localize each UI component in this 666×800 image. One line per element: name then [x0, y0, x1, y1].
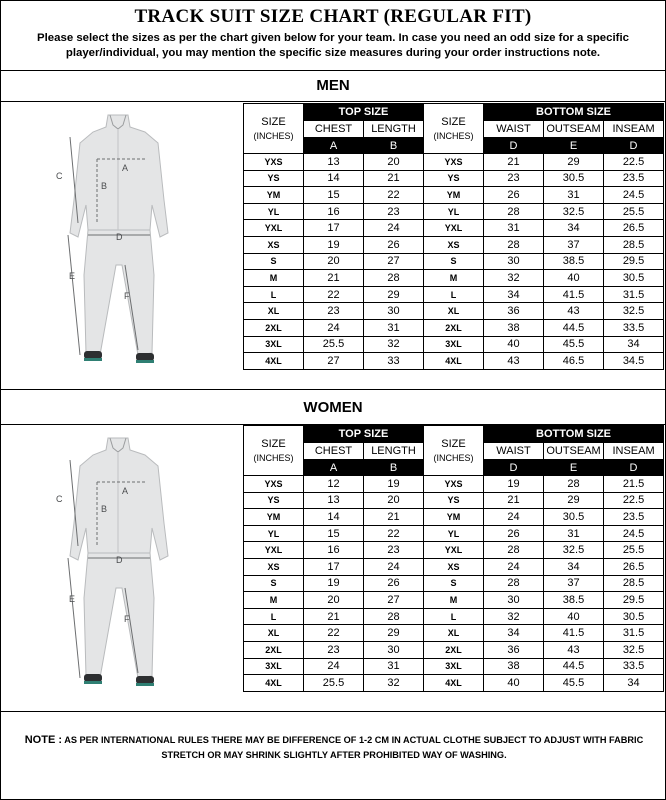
- measure-cell: 31: [544, 187, 604, 204]
- measure-cell: 44.5: [544, 658, 604, 675]
- inseam-header: INSEAM: [604, 121, 664, 138]
- measure-cell: 22: [364, 525, 424, 542]
- size-cell: S: [424, 575, 484, 592]
- measure-cell: 34: [544, 220, 604, 237]
- size-cell: 4XL: [244, 353, 304, 370]
- measure-cell: 34: [604, 675, 664, 692]
- measure-cell: 38: [484, 658, 544, 675]
- length-header: LENGTH: [364, 121, 424, 138]
- length-header: LENGTH: [364, 443, 424, 460]
- measure-cell: 28: [484, 542, 544, 559]
- measure-cell: 23: [364, 203, 424, 220]
- measure-cell: 33.5: [604, 319, 664, 336]
- size-cell: XL: [424, 303, 484, 320]
- table-row: [244, 303, 664, 320]
- measure-cell: 30.5: [544, 509, 604, 526]
- measure-cell: 19: [304, 575, 364, 592]
- table-row: [244, 187, 664, 204]
- measure-cell: 32.5: [544, 203, 604, 220]
- size-label: SIZE: [261, 115, 286, 128]
- table-row: [244, 675, 664, 692]
- measure-cell: 15: [304, 187, 364, 204]
- table-row: [244, 525, 664, 542]
- measure-cell: 37: [544, 575, 604, 592]
- size-unit: (INCHES): [253, 452, 294, 463]
- size-cell: YL: [244, 203, 304, 220]
- size-cell: YXS: [424, 154, 484, 171]
- size-cell: 4XL: [424, 353, 484, 370]
- measure-cell: 22: [364, 187, 424, 204]
- column-letter: B: [364, 138, 424, 154]
- table-row: [244, 592, 664, 609]
- size-cell: L: [424, 608, 484, 625]
- size-cell: YXS: [244, 476, 304, 493]
- measure-cell: 20: [364, 154, 424, 171]
- measure-cell: 33: [364, 353, 424, 370]
- men-section-title: MEN: [316, 77, 350, 94]
- table-row: [244, 336, 664, 353]
- measure-cell: 24: [364, 220, 424, 237]
- size-cell: YM: [244, 509, 304, 526]
- table-row: [244, 220, 664, 237]
- figure-label-b: B: [101, 504, 108, 514]
- size-cell: YL: [244, 525, 304, 542]
- size-cell: S: [244, 575, 304, 592]
- measure-cell: 13: [304, 492, 364, 509]
- size-unit: (INCHES): [433, 452, 474, 463]
- size-header: [244, 426, 304, 476]
- measure-cell: 34: [484, 286, 544, 303]
- bottom-size-header: BOTTOM SIZE: [484, 426, 664, 443]
- size-cell: 4XL: [424, 675, 484, 692]
- figure-label-d: D: [116, 232, 123, 242]
- measure-cell: 24: [304, 658, 364, 675]
- measure-cell: 20: [304, 253, 364, 270]
- measure-cell: 28: [484, 203, 544, 220]
- measure-cell: 43: [544, 303, 604, 320]
- size-cell: XS: [424, 236, 484, 253]
- measure-cell: 24.5: [604, 187, 664, 204]
- measure-cell: 20: [304, 592, 364, 609]
- measure-cell: 24: [484, 558, 544, 575]
- measure-cell: 25.5: [604, 203, 664, 220]
- measure-cell: 17: [304, 220, 364, 237]
- measure-cell: 28: [364, 270, 424, 287]
- column-letter: E: [544, 138, 604, 154]
- measure-cell: 21: [304, 608, 364, 625]
- size-cell: S: [244, 253, 304, 270]
- table-row: [244, 509, 664, 526]
- figure-label-b: B: [101, 181, 108, 191]
- size-cell: YM: [424, 187, 484, 204]
- measure-cell: 16: [304, 203, 364, 220]
- figure-label-e: E: [69, 271, 76, 281]
- size-cell: 3XL: [244, 336, 304, 353]
- measure-cell: 32: [364, 675, 424, 692]
- measure-cell: 26: [364, 575, 424, 592]
- column-letter: A: [304, 138, 364, 154]
- size-cell: 3XL: [424, 336, 484, 353]
- size-cell: M: [424, 592, 484, 609]
- measure-cell: 40: [484, 336, 544, 353]
- measure-cell: 20: [364, 492, 424, 509]
- divider: [0, 389, 666, 390]
- column-letter: D: [484, 460, 544, 476]
- measure-cell: 17: [304, 558, 364, 575]
- table-row: [244, 476, 664, 493]
- women-tracksuit-figure: [0, 428, 240, 703]
- measure-cell: 32.5: [544, 542, 604, 559]
- measure-cell: 37: [544, 236, 604, 253]
- measure-cell: 31: [484, 220, 544, 237]
- note: [4, 733, 664, 763]
- measure-cell: 24: [304, 319, 364, 336]
- measure-cell: 40: [484, 675, 544, 692]
- size-cell: 2XL: [424, 319, 484, 336]
- measure-cell: 30.5: [544, 170, 604, 187]
- women-section-title: WOMEN: [303, 399, 363, 416]
- measure-cell: 24: [364, 558, 424, 575]
- measure-cell: 28.5: [604, 236, 664, 253]
- figure-label-a: A: [122, 163, 129, 173]
- measure-cell: 23: [304, 303, 364, 320]
- measure-cell: 28.5: [604, 575, 664, 592]
- measure-cell: 36: [484, 303, 544, 320]
- size-cell: YM: [244, 187, 304, 204]
- size-cell: YL: [424, 203, 484, 220]
- waist-header: WAIST: [484, 443, 544, 460]
- measure-cell: 26: [484, 187, 544, 204]
- size-unit: (INCHES): [433, 130, 474, 141]
- measure-cell: 28: [364, 608, 424, 625]
- table-row: [244, 575, 664, 592]
- table-row: [244, 154, 664, 171]
- measure-cell: 27: [364, 592, 424, 609]
- size-cell: YXL: [244, 220, 304, 237]
- measure-cell: 16: [304, 542, 364, 559]
- size-header: [424, 104, 484, 154]
- size-header: [424, 426, 484, 476]
- measure-cell: 31.5: [604, 286, 664, 303]
- outseam-header: OUTSEAM: [544, 443, 604, 460]
- size-cell: L: [244, 608, 304, 625]
- measure-cell: 34: [484, 625, 544, 642]
- figure-label-f: F: [124, 614, 130, 624]
- size-cell: XS: [424, 558, 484, 575]
- measure-cell: 44.5: [544, 319, 604, 336]
- measure-cell: 31: [544, 525, 604, 542]
- table-row: [244, 658, 664, 675]
- column-letter: D: [604, 138, 664, 154]
- measure-cell: 21: [364, 170, 424, 187]
- measure-cell: 22.5: [604, 492, 664, 509]
- measure-cell: 23: [364, 542, 424, 559]
- size-cell: L: [244, 286, 304, 303]
- table-row: [244, 492, 664, 509]
- table-row: [244, 286, 664, 303]
- measure-cell: 29.5: [604, 253, 664, 270]
- size-cell: YS: [424, 170, 484, 187]
- measure-cell: 19: [484, 476, 544, 493]
- size-cell: 2XL: [244, 641, 304, 658]
- measure-cell: 30: [364, 641, 424, 658]
- table-row: [244, 353, 664, 370]
- figure-label-a: A: [122, 486, 129, 496]
- table-row: [244, 542, 664, 559]
- column-letter: D: [484, 138, 544, 154]
- figure-label-e: E: [69, 594, 76, 604]
- measure-cell: 28: [484, 236, 544, 253]
- measure-cell: 21: [484, 492, 544, 509]
- size-label: SIZE: [441, 115, 466, 128]
- size-cell: XL: [244, 625, 304, 642]
- measure-cell: 34: [544, 558, 604, 575]
- measure-cell: 32.5: [604, 641, 664, 658]
- size-cell: M: [244, 270, 304, 287]
- measure-cell: 31.5: [604, 625, 664, 642]
- measure-cell: 31: [364, 319, 424, 336]
- size-cell: YXS: [424, 476, 484, 493]
- measure-cell: 25.5: [304, 675, 364, 692]
- figure-label-c: C: [56, 171, 63, 181]
- note-label: NOTE :: [24, 734, 63, 746]
- size-label: SIZE: [261, 437, 286, 450]
- measure-cell: 23.5: [604, 170, 664, 187]
- table-row: [244, 253, 664, 270]
- measure-cell: 22: [304, 286, 364, 303]
- size-cell: YS: [244, 170, 304, 187]
- measure-cell: 14: [304, 509, 364, 526]
- measure-cell: 38: [484, 319, 544, 336]
- measure-cell: 14: [304, 170, 364, 187]
- top-size-header: TOP SIZE: [304, 426, 424, 443]
- measure-cell: 21.5: [604, 476, 664, 493]
- table-row: [244, 319, 664, 336]
- measure-cell: 27: [364, 253, 424, 270]
- measure-cell: 19: [304, 236, 364, 253]
- size-cell: XS: [244, 558, 304, 575]
- table-row: [244, 203, 664, 220]
- size-cell: 2XL: [244, 319, 304, 336]
- size-cell: YXL: [244, 542, 304, 559]
- divider: [0, 711, 666, 712]
- measure-cell: 21: [364, 509, 424, 526]
- size-cell: 3XL: [244, 658, 304, 675]
- measure-cell: 34: [604, 336, 664, 353]
- measure-cell: 45.5: [544, 336, 604, 353]
- measure-cell: 30: [484, 592, 544, 609]
- size-cell: XL: [424, 625, 484, 642]
- divider: [0, 70, 666, 71]
- note-text: AS PER INTERNATIONAL RULES THERE MAY BE DIFFERENCE OF 1-2 CM IN ACTUAL CLOTHE SUBJECT TO ADJUST WITH FABRIC STRETCH OR MAY SHRINK SLIGHTLY AFTER PROHIBITED WAY OF WASHING.: [64, 735, 644, 760]
- table-row: [244, 641, 664, 658]
- size-cell: L: [424, 286, 484, 303]
- figure-label-d: D: [116, 555, 123, 565]
- measure-cell: 32: [484, 270, 544, 287]
- measure-cell: 33.5: [604, 658, 664, 675]
- outseam-header: OUTSEAM: [544, 121, 604, 138]
- measure-cell: 29: [364, 625, 424, 642]
- measure-cell: 23.5: [604, 509, 664, 526]
- measure-cell: 29: [364, 286, 424, 303]
- men-size-table: [243, 103, 664, 370]
- measure-cell: 32.5: [604, 303, 664, 320]
- chest-header: CHEST: [304, 121, 364, 138]
- measure-cell: 41.5: [544, 625, 604, 642]
- size-cell: YXL: [424, 542, 484, 559]
- measure-cell: 46.5: [544, 353, 604, 370]
- measure-cell: 38.5: [544, 592, 604, 609]
- measure-cell: 15: [304, 525, 364, 542]
- measure-cell: 30.5: [604, 270, 664, 287]
- measure-cell: 36: [484, 641, 544, 658]
- measure-cell: 19: [364, 476, 424, 493]
- measure-cell: 45.5: [544, 675, 604, 692]
- size-unit: (INCHES): [253, 130, 294, 141]
- women-size-table: [243, 425, 664, 692]
- size-cell: XL: [244, 303, 304, 320]
- size-cell: 2XL: [424, 641, 484, 658]
- measure-cell: 26: [364, 236, 424, 253]
- chest-header: CHEST: [304, 443, 364, 460]
- measure-cell: 21: [304, 270, 364, 287]
- size-cell: YXS: [244, 154, 304, 171]
- measure-cell: 23: [304, 641, 364, 658]
- measure-cell: 23: [484, 170, 544, 187]
- size-cell: YS: [424, 492, 484, 509]
- measure-cell: 26.5: [604, 558, 664, 575]
- size-header: [244, 104, 304, 154]
- size-cell: 4XL: [244, 675, 304, 692]
- measure-cell: 28: [544, 476, 604, 493]
- measure-cell: 40: [544, 608, 604, 625]
- table-row: [244, 236, 664, 253]
- inseam-header: INSEAM: [604, 443, 664, 460]
- size-cell: YXL: [424, 220, 484, 237]
- table-row: [244, 270, 664, 287]
- measure-cell: 24.5: [604, 525, 664, 542]
- bottom-size-header: BOTTOM SIZE: [484, 104, 664, 121]
- measure-cell: 22.5: [604, 154, 664, 171]
- measure-cell: 12: [304, 476, 364, 493]
- measure-cell: 21: [484, 154, 544, 171]
- measure-cell: 13: [304, 154, 364, 171]
- measure-cell: 30: [484, 253, 544, 270]
- size-cell: M: [244, 592, 304, 609]
- top-size-header: TOP SIZE: [304, 104, 424, 121]
- column-letter: D: [604, 460, 664, 476]
- size-cell: 3XL: [424, 658, 484, 675]
- table-row: [244, 558, 664, 575]
- men-tracksuit-figure: [0, 105, 240, 380]
- measure-cell: 30.5: [604, 608, 664, 625]
- measure-cell: 34.5: [604, 353, 664, 370]
- size-cell: YS: [244, 492, 304, 509]
- measure-cell: 38.5: [544, 253, 604, 270]
- column-letter: A: [304, 460, 364, 476]
- size-cell: XS: [244, 236, 304, 253]
- column-letter: B: [364, 460, 424, 476]
- measure-cell: 27: [304, 353, 364, 370]
- figure-label-f: F: [124, 291, 130, 301]
- divider: [0, 101, 666, 102]
- measure-cell: 41.5: [544, 286, 604, 303]
- measure-cell: 25.5: [604, 542, 664, 559]
- table-row: [244, 625, 664, 642]
- figure-label-c: C: [56, 494, 63, 504]
- measure-cell: 25.5: [304, 336, 364, 353]
- waist-header: WAIST: [484, 121, 544, 138]
- measure-cell: 31: [364, 658, 424, 675]
- size-cell: YL: [424, 525, 484, 542]
- table-row: [244, 170, 664, 187]
- measure-cell: 28: [484, 575, 544, 592]
- measure-cell: 32: [364, 336, 424, 353]
- size-label: SIZE: [441, 437, 466, 450]
- measure-cell: 40: [544, 270, 604, 287]
- measure-cell: 43: [544, 641, 604, 658]
- size-cell: M: [424, 270, 484, 287]
- table-row: [244, 608, 664, 625]
- measure-cell: 29.5: [604, 592, 664, 609]
- measure-cell: 24: [484, 509, 544, 526]
- size-cell: YM: [424, 509, 484, 526]
- measure-cell: 30: [364, 303, 424, 320]
- measure-cell: 43: [484, 353, 544, 370]
- measure-cell: 26: [484, 525, 544, 542]
- page-title: TRACK SUIT SIZE CHART (REGULAR FIT): [134, 6, 532, 27]
- measure-cell: 29: [544, 492, 604, 509]
- size-cell: S: [424, 253, 484, 270]
- measure-cell: 22: [304, 625, 364, 642]
- measure-cell: 26.5: [604, 220, 664, 237]
- column-letter: E: [544, 460, 604, 476]
- intro-text: Please select the sizes as per the chart given below for your team. In case you need an odd size for a specific player/individual, you may mention the specific size measures during your order instructions note.: [37, 32, 629, 59]
- measure-cell: 32: [484, 608, 544, 625]
- measure-cell: 29: [544, 154, 604, 171]
